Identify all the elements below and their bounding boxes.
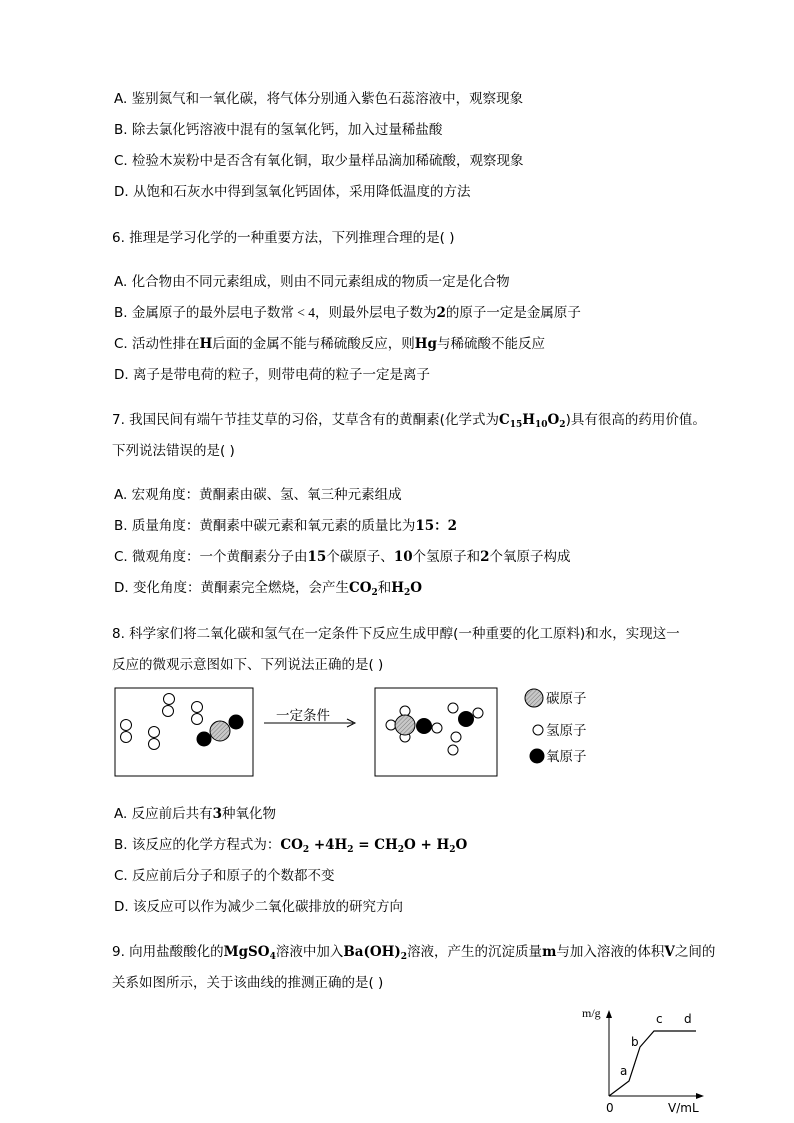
precipitate-graph — [570, 1000, 710, 1123]
q5-option-d: D. 从饱和石灰水中得到氢氧化钙固体，采用降低温度的方法 — [114, 184, 471, 200]
q6-option-a: A. 化合物由不同元素组成，则由不同元素组成的物质一定是化合物 — [114, 274, 510, 290]
q8-stem: 8. 科学家们将二氧化碳和氢气在一定条件下反应生成甲醇(一种重要的化工原料)和水，实现这一 — [112, 626, 680, 642]
point-c: c — [656, 1012, 663, 1026]
q9-stem-line2: 关系如图所示，关于该曲线的推测正确的是( ) — [112, 975, 384, 991]
water-molecule — [448, 703, 483, 727]
x-axis-arrow — [696, 1093, 704, 1099]
reactants-box — [115, 688, 253, 776]
q5-option-a: A. 鉴别氮气和一氧化碳，将气体分别通入紫色石蕊溶液中，观察现象 — [114, 91, 524, 107]
point-b: b — [631, 1035, 639, 1049]
legend — [525, 689, 587, 765]
q8-option-b: B. 该反应的化学方程式为：$CO_2 +4H_2 = CH_2O + H_2O$ — [114, 837, 468, 855]
q8-option-c: C. 反应前后分子和原子的个数都不变 — [114, 868, 335, 884]
q7-option-a: A. 宏观角度：黄酮素由碳、氢、氧三种元素组成 — [114, 487, 402, 503]
x-axis-label: V/mL — [668, 1101, 699, 1115]
origin-label: 0 — [606, 1101, 614, 1115]
q5-option-c: C. 检验木炭粉中是否含有氧化铜，取少量样品滴加稀硫酸，观察现象 — [114, 153, 524, 169]
q6-option-c: C. 活动性排在H后面的金属不能与稀硫酸反应，则Hg与稀硫酸不能反应 — [114, 336, 545, 352]
q5-option-b: B. 除去氯化钙溶液中混有的氢氧化钙，加入过量稀盐酸 — [114, 122, 443, 138]
co2-molecule — [197, 715, 244, 747]
q7-option-b: B. 质量角度：黄酮素中碳元素和氧元素的质量比为15：2 — [114, 518, 458, 534]
q8-stem-line2: 反应的微观示意图如下、下列说法正确的是( ) — [112, 657, 384, 673]
carbon-atom-icon — [525, 689, 543, 707]
q7-option-d: D. 变化角度：黄酮素完全燃烧，会产生$CO_2$和$H_2O$ — [114, 580, 423, 598]
y-axis-arrow — [606, 1010, 612, 1018]
point-a: a — [620, 1064, 628, 1078]
legend-oxygen: 氧原子 — [546, 749, 587, 765]
q6-stem: 6. 推理是学习化学的一种重要方法，下列推理合理的是( ) — [112, 230, 455, 246]
point-d: d — [684, 1012, 692, 1026]
legend-carbon: 碳原子 — [546, 691, 587, 707]
q9-stem: 9. 向用盐酸酸化的MgSO$_4$溶液中加入$Ba(OH)_2$溶液，产生的沉淀质量m与加入溶液的体积V之间的 — [112, 944, 716, 962]
q7-stem-line2: 下列说法错误的是( ) — [112, 443, 235, 459]
q6-option-d: D. 离子是带电荷的粒子，则带电荷的粒子一定是离子 — [114, 367, 430, 383]
arrow-label: 一定条件 — [276, 708, 330, 724]
leftover-hydrogen — [448, 732, 461, 755]
q7-option-c: C. 微观角度：一个黄酮素分子由15个碳原子、10个氢原子和2个氧原子构成 — [114, 549, 571, 565]
q8-option-d: D. 该反应可以作为减少二氧化碳排放的研究方向 — [114, 899, 403, 915]
q8-option-a: A. 反应前后共有3种氧化物 — [114, 806, 276, 822]
legend-hydrogen: 氢原子 — [546, 723, 587, 739]
hydrogen-atom-icon — [533, 725, 543, 735]
q7-stem: 7. 我国民间有端午节挂艾草的习俗，艾草含有的黄酮素(化学式为$C_{15}H_{10}O_2$)具有很高的药用价值。 — [112, 412, 706, 430]
oxygen-atom-icon — [530, 749, 545, 764]
methanol-molecule — [386, 706, 442, 742]
q6-option-b: B. 金属原子的最外层电子数常 < 4，则最外层电子数为2的原子一定是金属原子 — [114, 305, 581, 321]
y-axis-label: m/g — [582, 1006, 601, 1020]
hydrogen-molecules — [121, 694, 203, 750]
